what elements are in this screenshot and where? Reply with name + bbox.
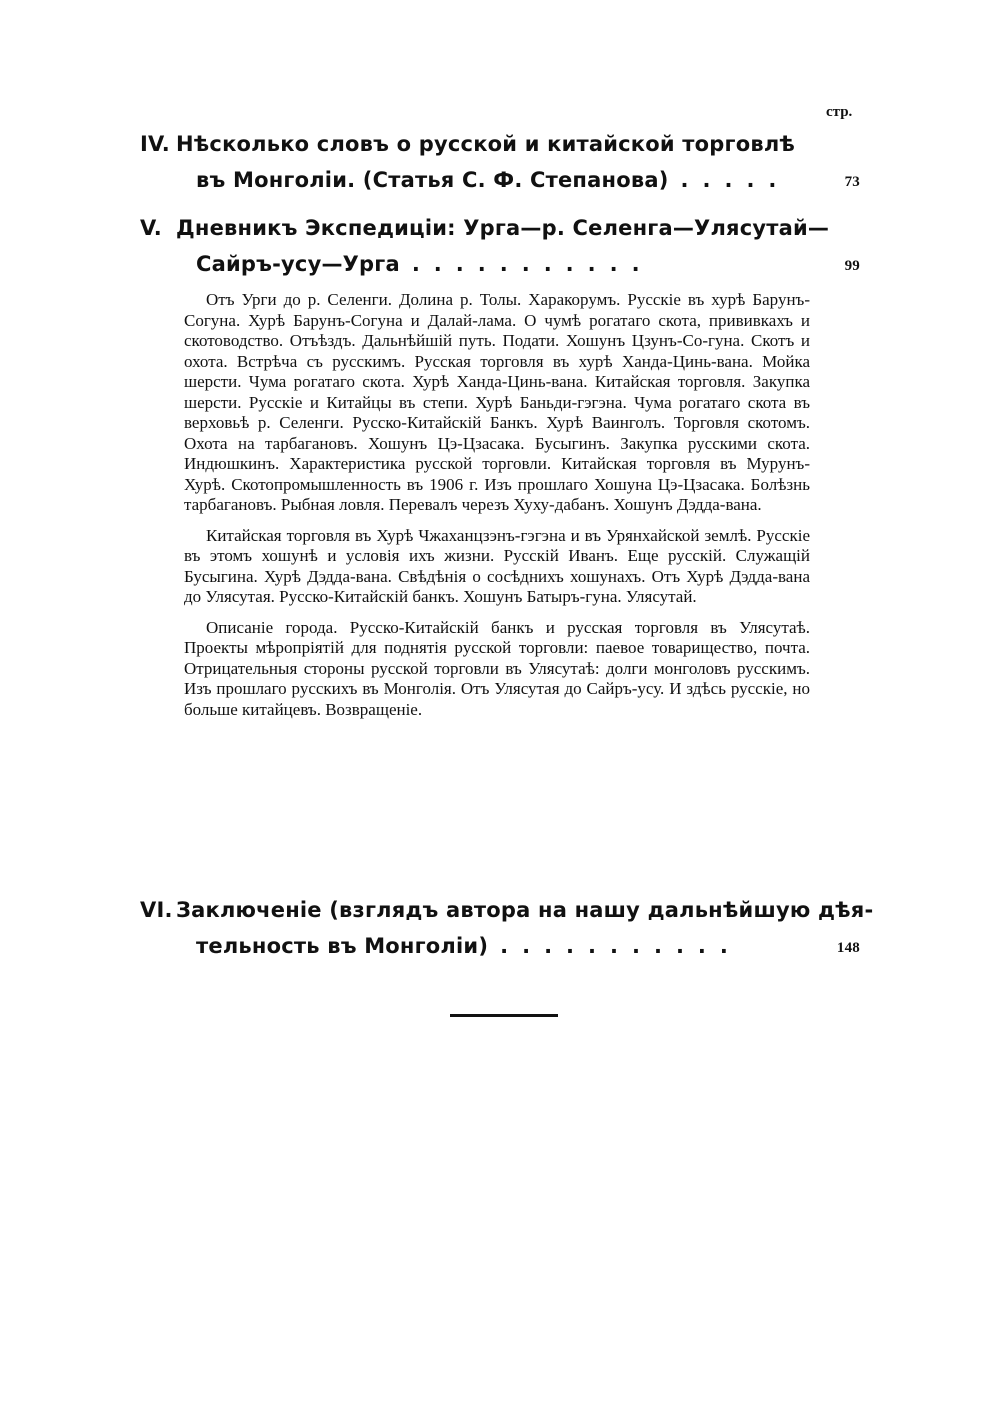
leader-dots: ..... (680, 168, 791, 192)
toc-entry-title-cont: Сайръ-усу—Урга (196, 252, 400, 276)
toc-entry-iv (140, 126, 860, 198)
toc-entry-vi (140, 892, 874, 964)
toc-entry-title-line2 (140, 928, 860, 964)
summary-paragraph: Описаніе города. Русско-Китайскій банкъ и русская торговля въ Улясутаѣ. Проекты мѣропріятій для поднятія русской торговли: паевое товарищество, почта. Отрицательныя стороны русской торговли въ Улясутаѣ: долги монголовъ русскимъ. Изъ прошлаго русскихъ въ Монголія. Отъ Улясутая до Сайръ-усу. И здѣсь русскіе, но больше китайцевъ. Возвращеніе. (184, 617, 810, 719)
toc-entry-numeral: V. (140, 216, 162, 240)
toc-entry-title: Нѣсколько словъ о русской и китайской торговлѣ (176, 132, 796, 156)
toc-entry-title-line1 (140, 892, 874, 928)
toc-entry-title: Дневникъ Экспедиціи: Урга—р. Селенга—Улясутай— (176, 216, 830, 240)
toc-entry-title-cont: тельность въ Монголіи) (196, 934, 489, 958)
toc-entry-numeral: VI. (140, 898, 173, 922)
toc-entry-title-line2 (140, 246, 860, 282)
toc-page-number: 73 (844, 174, 860, 190)
leader-dots: ........... (500, 934, 742, 958)
page-column-label: стр. (826, 104, 853, 120)
closing-rule (450, 1014, 558, 1017)
toc-entry-v-summary (184, 290, 810, 730)
toc-page-number: 99 (844, 258, 860, 274)
toc-entry-title-line1 (140, 126, 860, 162)
toc-entry-title-cont: въ Монголіи. (Статья С. Ф. Степанова) (196, 168, 669, 192)
toc-page-number: 148 (836, 940, 860, 956)
toc-entry-numeral: IV. (140, 132, 170, 156)
toc-entry-title-line2 (140, 162, 860, 198)
summary-paragraph: Отъ Урги до р. Селенги. Долина р. Толы. Харакорумъ. Русскіе въ хурѣ Барунъ-Согуна. Хурѣ Барунъ-Согуна и Далай-лама. О чумѣ рогатаго скота, прививкахъ и скотоводство. Отъѣздъ. Дальнѣйшій путь. Подати. Хошунъ Цзунъ-Со-гуна. Скотъ и охота. Встрѣча съ русскимъ. Русская торговля въ хурѣ Ханда-Цинь-вана. Мойка шерсти. Чума рогатаго скота. Хурѣ Ханда-Цинь-вана. Китайская торговля. Закупка шерсти. Русскіе и Китайцы въ степи. Хурѣ Баньди-гэгэна. Чума рогатаго скота въ верховьѣ р. Селенги. Русско-Китайскій Банкъ. Хурѣ Ваинголъ. Торговля скотомъ. Охота на тарбагановъ. Хошунъ Цэ-Цзасака. Бусыгинъ. Закупка русскими скота. Индюшкинъ. Характеристика русской торговли. Китайская торговля въ Мурунъ-Хурѣ. Скотопромышленность въ 1906 г. Изъ прошлаго Хошуна Цэ-Цзасака. Болѣзнь тарбагановъ. Рыбная ловля. Перевалъ черезъ Хуху-дабанъ. Хошунъ Дэдда-вана. (184, 290, 810, 514)
toc-entry-title: Заключеніе (взглядъ автора на нашу дальнѣйшую дѣя- (176, 898, 874, 922)
toc-entry-title-line1 (140, 210, 860, 246)
leader-dots: ........... (411, 252, 654, 276)
summary-paragraph: Китайская торговля въ Хурѣ Чжаханцзэнъ-гэгэна и въ Урянхайской землѣ. Русскіе въ этомъ хошунѣ и условія ихъ жизни. Русскій Иванъ. Еще русскій. Служащій Бусыгина. Хурѣ Дэдда-вана. Свѣдѣнія о сосѣднихъ хошунахъ. Отъ Хурѣ Дэдда-вана до Улясутая. Русско-Китайскій банкъ. Хошунъ Батыръ-гуна. Улясутай. (184, 525, 810, 606)
toc-entry-v (140, 210, 860, 282)
